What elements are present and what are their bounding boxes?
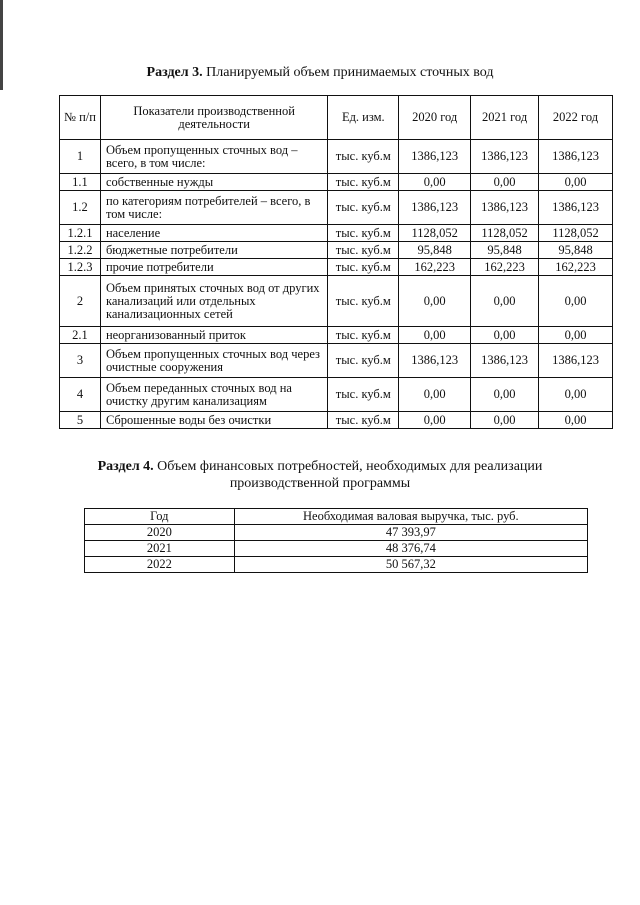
row-value-2022: 1386,123 <box>539 140 613 174</box>
row-year: 2021 <box>85 541 235 557</box>
row-indicator: собственные нужды <box>100 174 327 191</box>
row-value-2022: 95,848 <box>539 242 613 259</box>
row-unit: тыс. куб.м <box>328 259 399 276</box>
section4-label: Раздел 4. <box>97 459 154 474</box>
row-unit: тыс. куб.м <box>328 242 399 259</box>
row-value-2021: 1386,123 <box>471 191 539 225</box>
section3-label: Раздел 3. <box>146 65 203 80</box>
table-row <box>60 174 613 191</box>
header-num: № п/п <box>60 96 101 140</box>
row-indicator: прочие потребители <box>100 259 327 276</box>
row-revenue: 47 393,97 <box>234 525 587 541</box>
row-value-2022: 0,00 <box>539 412 613 429</box>
row-value-2021: 1386,123 <box>471 344 539 378</box>
row-unit: тыс. куб.м <box>328 174 399 191</box>
row-value-2021: 162,223 <box>471 259 539 276</box>
row-value-2020: 1386,123 <box>399 140 471 174</box>
row-value-2021: 0,00 <box>471 174 539 191</box>
row-value-2020: 0,00 <box>399 276 471 327</box>
row-indicator: неорганизованный приток <box>100 327 327 344</box>
row-value-2020: 0,00 <box>399 174 471 191</box>
header-unit: Ед. изм. <box>328 96 399 140</box>
row-value-2020: 162,223 <box>399 259 471 276</box>
row-indicator: Объем переданных сточных вод на очистку другим канализациям <box>100 378 327 412</box>
row-num: 1.2.3 <box>60 259 101 276</box>
row-value-2021: 0,00 <box>471 378 539 412</box>
table-row <box>60 140 613 174</box>
row-value-2022: 0,00 <box>539 174 613 191</box>
section3-title-text: Планируемый объем принимаемых сточных вод <box>206 65 494 80</box>
row-value-2020: 0,00 <box>399 327 471 344</box>
row-unit: тыс. куб.м <box>328 140 399 174</box>
row-indicator: Объем пропущенных сточных вод через очистные сооружения <box>100 344 327 378</box>
section4-title-line2: производственной программы <box>229 476 411 491</box>
row-revenue: 48 376,74 <box>234 541 587 557</box>
row-value-2022: 1386,123 <box>539 344 613 378</box>
row-year: 2020 <box>85 525 235 541</box>
section4-title <box>0 458 640 492</box>
table-row <box>60 378 613 412</box>
row-indicator: Сброшенные воды без очистки <box>100 412 327 429</box>
table-row <box>60 276 613 327</box>
row-value-2020: 95,848 <box>399 242 471 259</box>
section4-title-line1: Объем финансовых потребностей, необходимых для реализации <box>157 459 543 474</box>
row-unit: тыс. куб.м <box>328 327 399 344</box>
header-2022: 2022 год <box>539 96 613 140</box>
header-2020: 2020 год <box>399 96 471 140</box>
row-value-2022: 0,00 <box>539 276 613 327</box>
table-header-row <box>85 509 588 525</box>
wastewater-volume-table <box>59 95 613 429</box>
table-row <box>85 541 588 557</box>
header-revenue: Необходимая валовая выручка, тыс. руб. <box>234 509 587 525</box>
table-row <box>85 557 588 573</box>
row-value-2021: 0,00 <box>471 412 539 429</box>
table-row <box>60 344 613 378</box>
row-num: 1 <box>60 140 101 174</box>
header-year: Год <box>85 509 235 525</box>
financial-needs-table <box>84 508 588 573</box>
row-unit: тыс. куб.м <box>328 412 399 429</box>
row-indicator: Объем пропущенных сточных вод – всего, в том числе: <box>100 140 327 174</box>
row-value-2022: 1386,123 <box>539 191 613 225</box>
row-value-2021: 0,00 <box>471 276 539 327</box>
table-row <box>60 412 613 429</box>
row-num: 1.1 <box>60 174 101 191</box>
row-year: 2022 <box>85 557 235 573</box>
row-num: 2.1 <box>60 327 101 344</box>
row-value-2020: 1386,123 <box>399 344 471 378</box>
row-value-2022: 162,223 <box>539 259 613 276</box>
row-num: 4 <box>60 378 101 412</box>
row-revenue: 50 567,32 <box>234 557 587 573</box>
row-value-2021: 95,848 <box>471 242 539 259</box>
row-indicator: бюджетные потребители <box>100 242 327 259</box>
table-row <box>60 242 613 259</box>
row-unit: тыс. куб.м <box>328 225 399 242</box>
row-value-2022: 1128,052 <box>539 225 613 242</box>
row-unit: тыс. куб.м <box>328 378 399 412</box>
row-num: 5 <box>60 412 101 429</box>
row-value-2020: 1386,123 <box>399 191 471 225</box>
row-num: 1.2.1 <box>60 225 101 242</box>
row-unit: тыс. куб.м <box>328 191 399 225</box>
row-num: 3 <box>60 344 101 378</box>
table-row <box>60 191 613 225</box>
row-indicator: население <box>100 225 327 242</box>
row-value-2021: 1128,052 <box>471 225 539 242</box>
header-indicator: Показатели производственной деятельности <box>100 96 327 140</box>
row-num: 2 <box>60 276 101 327</box>
row-value-2020: 0,00 <box>399 412 471 429</box>
row-indicator: по категориям потребителей – всего, в том числе: <box>100 191 327 225</box>
row-num: 1.2 <box>60 191 101 225</box>
row-indicator: Объем принятых сточных вод от других канализаций или отдельных канализационных сетей <box>100 276 327 327</box>
row-unit: тыс. куб.м <box>328 276 399 327</box>
table-row <box>60 225 613 242</box>
table-header-row <box>60 96 613 140</box>
row-value-2021: 1386,123 <box>471 140 539 174</box>
row-value-2022: 0,00 <box>539 378 613 412</box>
row-value-2020: 0,00 <box>399 378 471 412</box>
row-num: 1.2.2 <box>60 242 101 259</box>
section3-title <box>0 64 640 81</box>
row-value-2021: 0,00 <box>471 327 539 344</box>
header-2021: 2021 год <box>471 96 539 140</box>
row-unit: тыс. куб.м <box>328 344 399 378</box>
table-row <box>60 259 613 276</box>
row-value-2022: 0,00 <box>539 327 613 344</box>
table-row <box>85 525 588 541</box>
row-value-2020: 1128,052 <box>399 225 471 242</box>
table-row <box>60 327 613 344</box>
